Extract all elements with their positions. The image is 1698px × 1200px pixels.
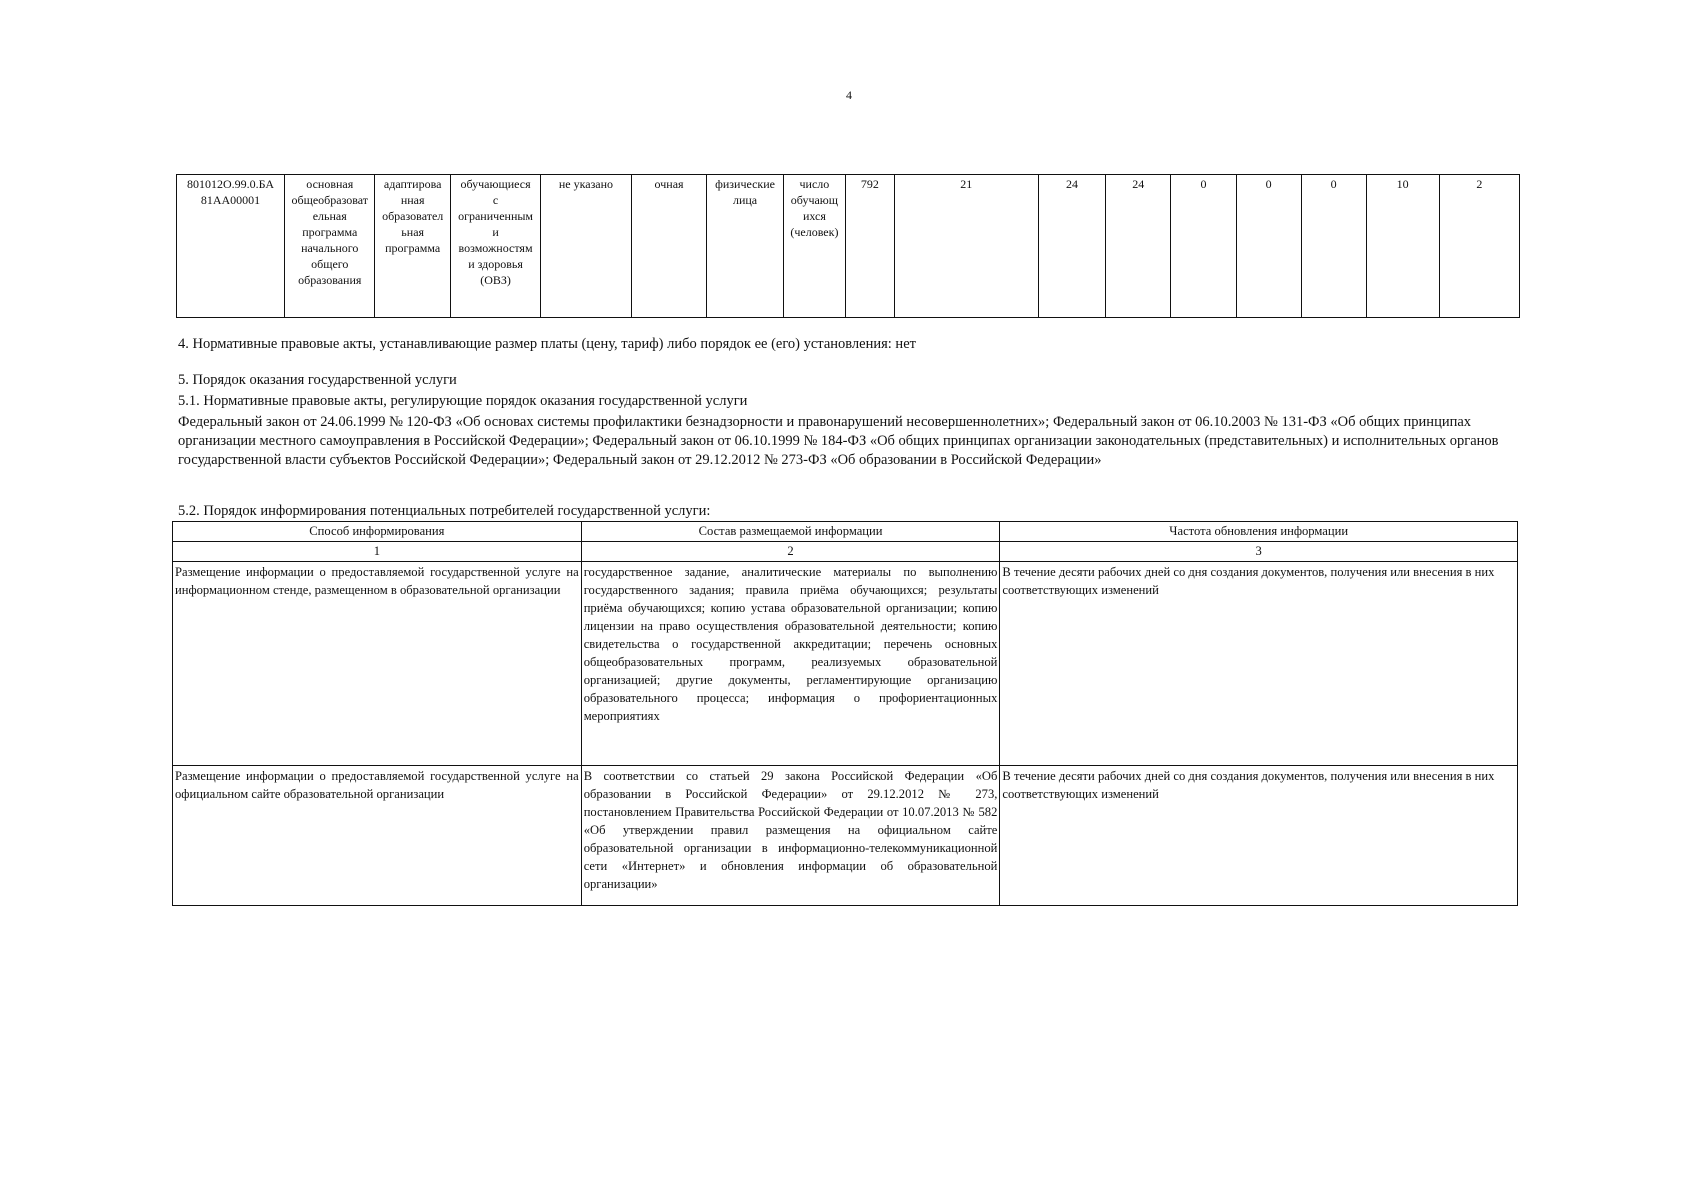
section-5-1-text: Федеральный закон от 24.06.1999 № 120-ФЗ «Об основах системы профилактики безнадзорности и правонарушений несовершеннолетних»; Федеральный закон от 06.10.2003 № 131-ФЗ «Об общих принципах организации местного самоуправления в Российской Федерации»; Федеральный закон от 06.10.1999 № 184-ФЗ «Об общих принципах организации законодательных (представительных) и исполнительных органов государственной власти субъектов Российской Федерации»; Федеральный закон от 29.12.2012 № 273-ФЗ «Об образовании в Российской Федерации» xyxy=(178,414,1499,468)
header-frequency: Частота обновления информации xyxy=(1000,522,1518,542)
table-row xyxy=(173,562,1518,766)
registry-code-cell: 801012О.99.0.БА 81АА00001 xyxy=(177,175,285,318)
method-cell: Размещение информации о предоставляемой государственной услуге на официальном сайте образовательной организации xyxy=(173,766,582,906)
table-row xyxy=(173,766,1518,906)
column-number-row xyxy=(173,542,1518,562)
frequency-cell: В течение десяти рабочих дней со дня создания документов, получения или внесения в них соответствующих изменений xyxy=(1000,766,1518,906)
table-row xyxy=(177,175,1520,318)
value-cell: 24 xyxy=(1106,175,1171,318)
place-cell: не указано xyxy=(541,175,631,318)
column-number: 2 xyxy=(581,542,1000,562)
value-cell: 0 xyxy=(1301,175,1366,318)
content-cell: государственное задание, аналитические материалы по выполнению государственного задания; правила приёма обучающихся; результаты приёма обучающихся; копию устава образовательной организации; копию лицензии на право осуществления образовательной деятельности; копию свидетельства о государственной аккредитации; перечень основных общеобразовательных программ, реализуемых образовательной организацией; другие документы, регламентирующие организацию образовательного процесса; информация о профориентационных мероприятиях xyxy=(581,562,1000,766)
value-cell: 24 xyxy=(1038,175,1105,318)
section-4-text: 4. Нормативные правовые акты, устанавливающие размер платы (цену, тариф) либо порядок ее (его) установления: нет xyxy=(178,336,916,352)
header-method: Способ информирования xyxy=(173,522,582,542)
frequency-cell: В течение десяти рабочих дней со дня создания документов, получения или внесения в них соответствующих изменений xyxy=(1000,562,1518,766)
deviation-absolute-cell: 2 xyxy=(1439,175,1519,318)
method-cell: Размещение информации о предоставляемой государственной услуге на информационном стенде, размещенном в образовательной организации xyxy=(173,562,582,766)
header-content: Состав размещаемой информации xyxy=(581,522,1000,542)
column-number: 1 xyxy=(173,542,582,562)
section-5-title: 5. Порядок оказания государственной услуги xyxy=(178,372,457,388)
content-cell: В соответствии со статьей 29 закона Российской Федерации «Об образовании в Российской Федерации» от 29.12.2012 № 273, постановлением Правительства Российской Федерации от 10.07.2013 № 582 «Об утверждении правил размещения на официальном сайте образовательной организации в информационно-телекоммуникационной сети «Интернет» и обновления информации об образовательной организации» xyxy=(581,766,1000,906)
indicator-table xyxy=(176,174,1520,318)
section-5-2-title: 5.2. Порядок информирования потенциальных потребителей государственной услуги: xyxy=(178,503,711,519)
value-cell: 0 xyxy=(1236,175,1301,318)
value-cell: 0 xyxy=(1171,175,1236,318)
deviation-percent-cell: 10 xyxy=(1366,175,1439,318)
program-cell: основная общеобразоват ельная программа начального общего образования xyxy=(285,175,375,318)
section-5-1-title: 5.1. Нормативные правовые акты, регулирующие порядок оказания государственной услуги xyxy=(178,393,748,409)
column-number: 3 xyxy=(1000,542,1518,562)
consumers-cell: физические лица xyxy=(707,175,783,318)
okei-code-cell: 792 xyxy=(846,175,895,318)
form-cell: очная xyxy=(631,175,707,318)
table-header-row xyxy=(173,522,1518,542)
page-number: 4 xyxy=(846,88,852,102)
indicator-name-cell: число обучающ ихся (человек) xyxy=(783,175,845,318)
program-type-cell: адаптирова нная образовател ьная программа xyxy=(375,175,450,318)
information-table xyxy=(172,521,1518,906)
student-category-cell: обучающиеся с ограниченным и возможностям и здоровья (ОВЗ) xyxy=(450,175,540,318)
value-cell: 21 xyxy=(894,175,1038,318)
